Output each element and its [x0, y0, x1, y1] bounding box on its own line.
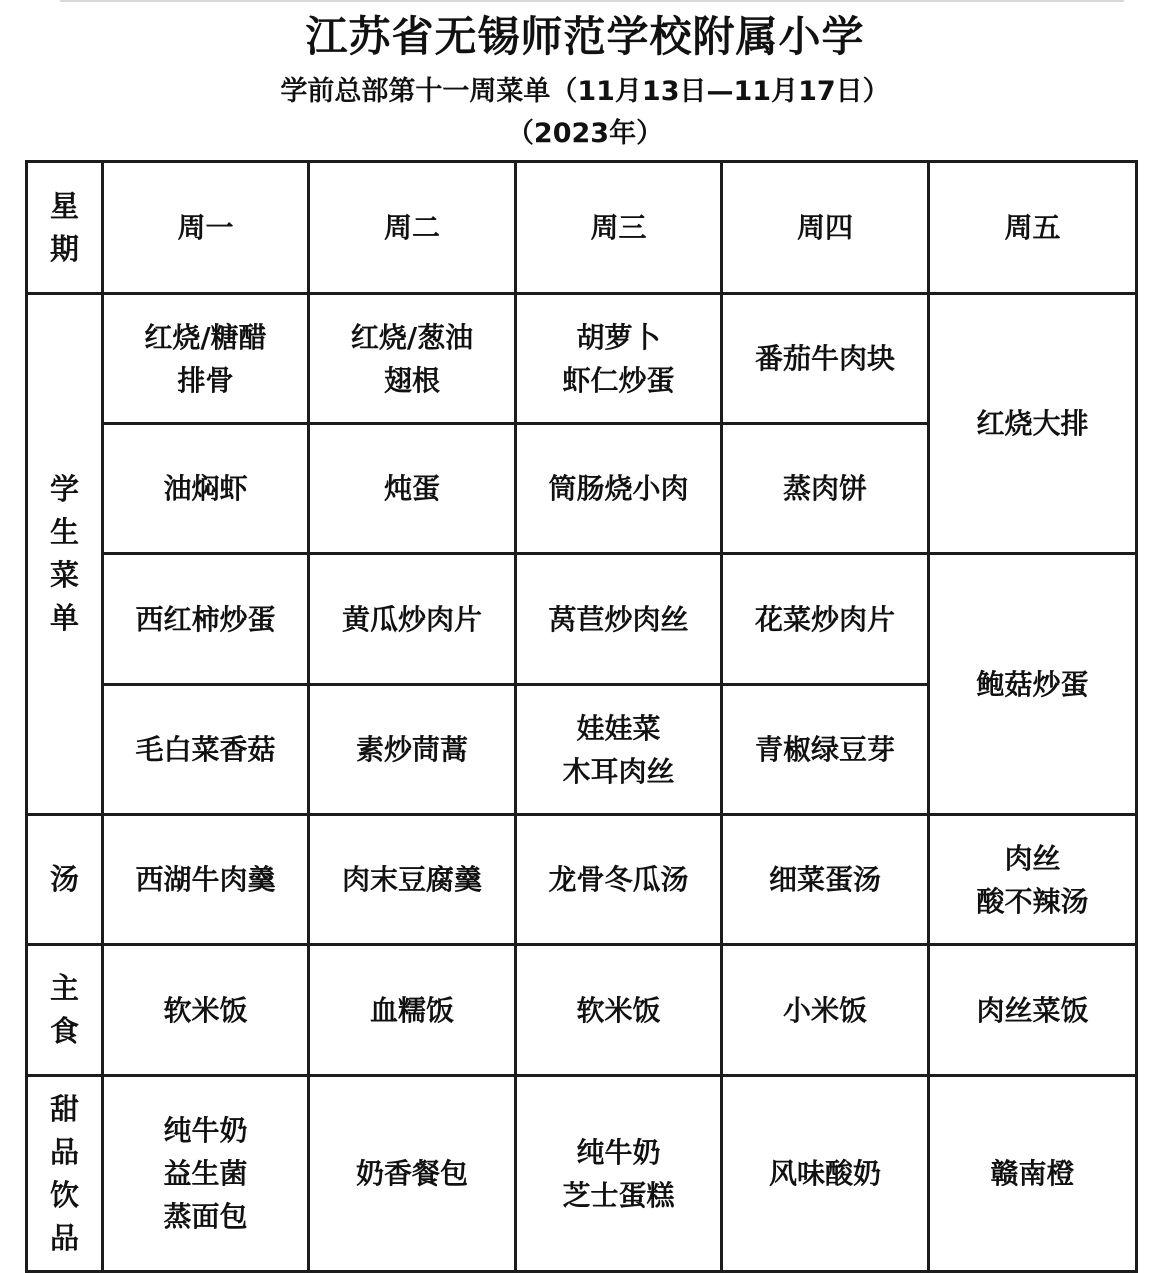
cell-text-line: 软米饭	[576, 993, 661, 1027]
menu-year: （2023年）	[506, 118, 664, 149]
menu-cell-wed-dish3	[516, 554, 722, 685]
cell-text-line: 胡萝卜	[576, 320, 661, 354]
cell-text-line: 西湖牛肉羹	[135, 863, 276, 896]
cell-text-line: 红烧/糖醋	[144, 320, 267, 354]
soup-cell-tue	[309, 815, 516, 945]
row-label-student-menu	[27, 294, 103, 815]
cell-text-line: 排骨	[177, 363, 234, 397]
cell-text-line: 素炒茼蒿	[355, 733, 468, 766]
cell-text-line: 软米饭	[163, 993, 248, 1027]
dessert-cell-fri	[929, 1076, 1137, 1272]
cell-text-line: 生	[49, 515, 79, 549]
menu-cell-wed-dish2	[516, 424, 722, 554]
cell-text-line: 品	[49, 1134, 79, 1169]
cell-text-line: 益生菌	[163, 1157, 248, 1190]
top-divider	[60, 0, 1124, 2]
menu-cell-thu-dish3	[722, 554, 929, 685]
cell-text-line: 炖蛋	[383, 472, 440, 505]
staple-cell-thu	[722, 945, 929, 1076]
cell-text-line: 细菜蛋汤	[768, 863, 881, 896]
cell-text-line: 期	[49, 231, 79, 266]
cell-text-line: 甜	[49, 1091, 79, 1126]
dessert-cell-mon	[103, 1076, 309, 1272]
menu-cell-tue-dish2	[309, 424, 516, 554]
cell-text-line: 小米饭	[782, 993, 867, 1027]
cell-text-line: 青椒绿豆芽	[754, 733, 895, 766]
cell-text-line: 黄瓜炒肉片	[341, 602, 482, 636]
table-row	[27, 815, 1137, 945]
dessert-cell-thu	[722, 1076, 929, 1272]
cell-text-line: 菜	[49, 558, 79, 592]
dessert-cell-wed	[516, 1076, 722, 1272]
menu-subtitle: 学前总部第十一周菜单（11月13日—11月17日）	[280, 76, 890, 107]
menu-cell-wed-dish1	[516, 294, 722, 424]
cell-text-line: 翅根	[383, 363, 440, 397]
cell-text-line: 娃娃菜	[576, 711, 661, 745]
table-row	[27, 945, 1137, 1076]
cell-text-line: 红烧大排	[976, 407, 1089, 440]
staple-cell-tue	[309, 945, 516, 1076]
soup-cell-wed	[516, 815, 722, 945]
day-header-fri: 周五	[929, 162, 1137, 294]
corner-cell-weekday	[27, 162, 103, 294]
cell-text-line: 酸不辣汤	[976, 884, 1089, 918]
cell-text-line: 学	[49, 472, 79, 506]
cell-text-line: 纯牛奶	[163, 1114, 248, 1147]
staple-cell-mon	[103, 945, 309, 1076]
cell-text-line: 油焖虾	[163, 472, 248, 505]
cell-text-line: 毛白菜香菇	[135, 733, 276, 766]
cell-text-line: 番茄牛肉块	[754, 342, 895, 375]
menu-cell-fri-main	[929, 294, 1137, 554]
cell-text-line: 赣南橙	[990, 1157, 1075, 1190]
cell-text-line: 花菜炒肉片	[754, 602, 895, 636]
menu-cell-mon-dish4	[103, 685, 309, 815]
cell-text-line: 肉末豆腐羹	[341, 863, 482, 896]
soup-cell-fri	[929, 815, 1137, 945]
cell-text-line: 蒸肉饼	[782, 472, 867, 505]
menu-cell-mon-dish2	[103, 424, 309, 554]
cell-text-line: 龙骨冬瓜汤	[548, 863, 689, 896]
table-row	[27, 554, 1137, 685]
cell-text-line: 莴苣炒肉丝	[548, 602, 689, 636]
cell-text-line: 星	[49, 188, 79, 223]
cell-text-line: 汤	[49, 862, 79, 896]
table-row	[27, 294, 1137, 424]
cell-text-line: 筒肠烧小肉	[548, 472, 689, 505]
day-header-thu: 周四	[722, 162, 929, 294]
soup-cell-thu	[722, 815, 929, 945]
cell-text-line: 食	[49, 1014, 79, 1048]
row-label-dessert	[27, 1076, 103, 1272]
menu-cell-mon-dish1	[103, 294, 309, 424]
cell-text-line: 芝士蛋糕	[562, 1178, 675, 1212]
weekly-menu-table	[25, 160, 1138, 1273]
cell-text-line: 蒸面包	[163, 1200, 248, 1233]
cell-text-line: 虾仁炒蛋	[562, 363, 675, 397]
cell-text-line: 饮	[49, 1177, 79, 1212]
staple-cell-fri	[929, 945, 1137, 1076]
cell-text-line: 肉丝菜饭	[976, 993, 1089, 1027]
menu-cell-thu-dish2	[722, 424, 929, 554]
cell-text-line: 血糯饭	[369, 993, 454, 1027]
day-header-mon: 周一	[103, 162, 309, 294]
cell-text-line: 红烧/葱油	[350, 320, 474, 354]
menu-cell-thu-dish4	[722, 685, 929, 815]
cell-text-line: 纯牛奶	[576, 1135, 661, 1169]
menu-cell-tue-dish3	[309, 554, 516, 685]
menu-cell-thu-dish1	[722, 294, 929, 424]
table-header-row	[27, 162, 1137, 294]
cell-text-line: 木耳肉丝	[562, 754, 675, 788]
dessert-cell-tue	[309, 1076, 516, 1272]
menu-cell-wed-dish4	[516, 685, 722, 815]
soup-cell-mon	[103, 815, 309, 945]
school-title: 江苏省无锡师范学校附属小学	[305, 12, 865, 61]
row-label-staple	[27, 945, 103, 1076]
cell-text-line: 主	[49, 971, 79, 1005]
day-header-tue: 周二	[309, 162, 516, 294]
staple-cell-wed	[516, 945, 722, 1076]
menu-cell-tue-dish1	[309, 294, 516, 424]
cell-text-line: 风味酸奶	[768, 1157, 881, 1190]
day-header-wed: 周三	[516, 162, 722, 294]
cell-text-line: 奶香餐包	[355, 1157, 468, 1190]
table-row	[27, 1076, 1137, 1272]
cell-text-line: 品	[49, 1220, 79, 1255]
menu-cell-fri-vegetable	[929, 554, 1137, 815]
cell-text-line: 肉丝	[1004, 841, 1061, 875]
cell-text-line: 西红柿炒蛋	[135, 602, 276, 636]
cell-text-line: 单	[49, 601, 79, 635]
menu-cell-tue-dish4	[309, 685, 516, 815]
cell-text-line: 鲍菇炒蛋	[976, 667, 1089, 701]
row-label-soup	[27, 815, 103, 945]
menu-cell-mon-dish3	[103, 554, 309, 685]
